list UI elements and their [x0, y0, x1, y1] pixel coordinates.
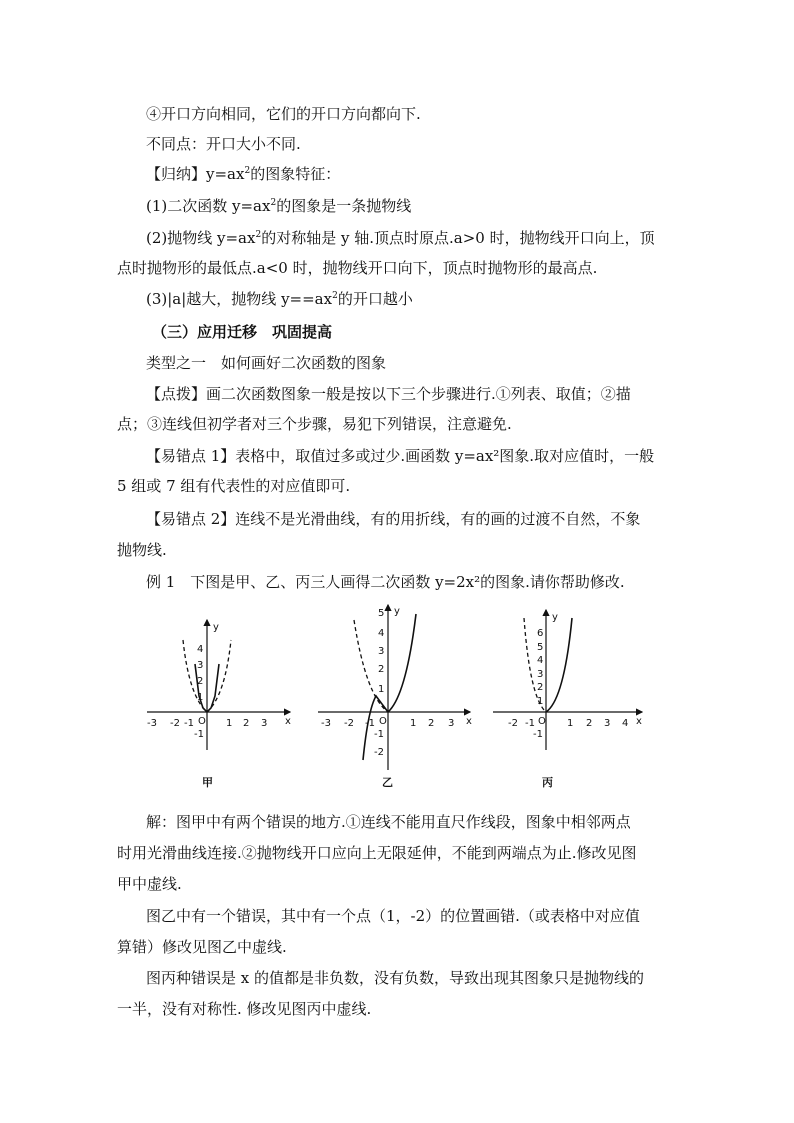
y-tick: 1	[378, 684, 385, 695]
text-line: 【点拨】画二次函数图象一般是按以下三个步骤进行.①列表、取值；②描	[146, 385, 631, 403]
y-tick: 1	[537, 696, 544, 707]
x-tick: 1	[410, 718, 417, 729]
x-tick: 1	[567, 718, 574, 729]
text-line: 抛物线.	[117, 541, 167, 559]
y-tick: 2	[378, 664, 385, 675]
example-figures	[0, 600, 794, 800]
text-line: (3)|a|越大，抛物线 $y==ax^2$的开口越小	[146, 290, 413, 308]
x-tick: -2	[508, 718, 518, 729]
y-tick: -1	[194, 729, 204, 740]
graph-caption: 甲	[202, 776, 213, 789]
x-tick: 2	[243, 718, 250, 729]
axis-y-label: y	[213, 622, 219, 633]
x-tick: 3	[604, 718, 611, 729]
graph-bing	[493, 610, 642, 789]
text-line: 【易错点 2】连线不是光滑曲线，有的用折线，有的画的过渡不自然，不象	[146, 510, 641, 528]
text-line: 例 1 下图是甲、乙、丙三人画得二次函数 y=2x²的图象.请你帮助修改.	[146, 573, 625, 591]
origin-label: O	[379, 716, 387, 727]
graph-caption: 丙	[542, 776, 553, 789]
text-line: 点时抛物形的最低点.a<0 时，抛物线开口向下，顶点时抛物形的最高点.	[117, 259, 598, 277]
y-tick: 5	[378, 608, 385, 619]
x-tick: 2	[586, 718, 593, 729]
section-heading: （三）应用迁移 巩固提高	[152, 323, 333, 341]
graph-yi	[318, 605, 472, 789]
x-tick: -2	[344, 718, 354, 729]
y-tick: -1	[374, 729, 384, 740]
x-tick: 2	[428, 718, 435, 729]
y-tick: 3	[197, 660, 204, 671]
axis-x-label: x	[636, 716, 642, 727]
text-line: 解：图甲中有两个错误的地方.①连线不能用直尺作线段，图象中相邻两点	[146, 813, 631, 831]
text-line: 5 组或 7 组有代表性的对应值即可.	[117, 477, 351, 495]
y-tick: 3	[537, 669, 544, 680]
y-tick: 1	[197, 692, 204, 703]
axis-y-label: y	[552, 612, 558, 623]
x-tick: 1	[226, 718, 233, 729]
axis-y-label: y	[394, 606, 400, 617]
axis-x-label: x	[285, 716, 291, 727]
x-tick: 3	[448, 718, 455, 729]
text-line: 点；③连线但初学者对三个步骤，易犯下列错误，注意避免.	[117, 415, 512, 433]
y-tick: 3	[378, 646, 385, 657]
text-line: 图丙种错误是 x 的值都是非负数，没有负数，导致出现其图象只是抛物线的	[146, 969, 644, 987]
x-tick: -2	[170, 718, 180, 729]
x-tick: 3	[261, 718, 268, 729]
text-line: (1)二次函数 $y=ax^2$的图象是一条抛物线	[146, 197, 412, 215]
y-tick: 2	[537, 682, 544, 693]
x-tick: -3	[147, 718, 157, 729]
y-tick: 4	[197, 644, 204, 655]
text-line: 一半，没有对称性. 修改见图丙中虚线.	[117, 1000, 372, 1018]
graph-jia	[147, 620, 291, 789]
y-tick: 4	[537, 655, 544, 666]
text-line: ④开口方向相同，它们的开口方向都向下.	[146, 105, 421, 123]
y-tick: 4	[378, 628, 385, 639]
y-tick: -2	[374, 747, 384, 758]
origin-label: O	[198, 716, 206, 727]
text-line: 图乙中有一个错误，其中有一个点（1，-2）的位置画错.（或表格中对应值	[146, 907, 640, 925]
x-tick: 4	[622, 718, 629, 729]
text-line: 类型之一 如何画好二次函数的图象	[146, 354, 387, 372]
text-line: 【归纳】$y=ax^2$的图象特征：	[146, 165, 341, 183]
x-tick: -1	[184, 718, 194, 729]
x-tick: -1	[525, 718, 535, 729]
y-tick: 6	[537, 628, 544, 639]
text-line: 甲中虚线.	[117, 875, 182, 893]
origin-label: O	[538, 716, 546, 727]
graph-caption: 乙	[382, 776, 393, 789]
x-tick: -1	[365, 718, 375, 729]
text-line: (2)抛物线 $y=ax^2$的对称轴是 y 轴.顶点时原点.a>0 时，抛物线开口向上，顶	[146, 229, 655, 247]
x-tick: -3	[321, 718, 331, 729]
text-line: 时用光滑曲线连接.②抛物线开口应向上无限延伸，不能到两端点为止.修改见图	[117, 844, 637, 862]
y-tick: 5	[537, 642, 544, 653]
text-line: 【易错点 1】表格中，取值过多或过少.画函数 y=ax²图象.取对应值时，一般	[146, 447, 655, 465]
text-line: 不同点：开口大小不同.	[146, 135, 301, 153]
text-line: 算错）修改见图乙中虚线.	[117, 938, 287, 956]
y-tick: 2	[197, 676, 204, 687]
axis-x-label: x	[466, 716, 472, 727]
y-tick: -1	[533, 729, 543, 740]
